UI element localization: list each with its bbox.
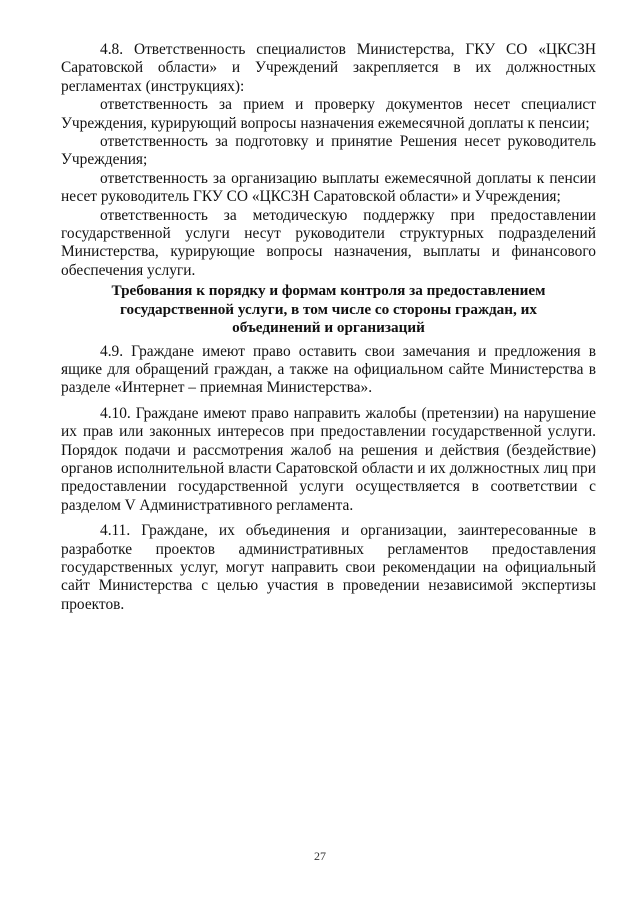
- section-heading: Требования к порядку и формам контроля за предоставлением государственной услуги, в том числе со стороны граждан, их объединений и организаций: [111, 282, 546, 337]
- paragraph-4-8-intro: 4.8. Ответственность специалистов Министерства, ГКУ СО «ЦКСЗН Саратовской области» и Учреждений закрепляется в их должностных регламентах (инструкциях):: [61, 41, 596, 95]
- paragraph-4-10: 4.10. Граждане имеют право направить жалобы (претензии) на нарушение их прав или законных интересов при предоставлении государственной услуги. Порядок подачи и рассмотрения жалоб на решения и действия (бездействие) органов исполнительной власти Саратовской области и их должностных лиц при предоставлении государственной услуги осуществляется в соответствии с разделом V Административного регламента.: [61, 404, 596, 514]
- paragraph-4-8-item: ответственность за подготовку и принятие Решения несет руководитель Учреждения;: [61, 133, 596, 169]
- page-number: 27: [314, 849, 326, 863]
- paragraph-4-8-item: ответственность за прием и проверку документов несет специалист Учреждения, курирующий вопросы назначения ежемесячной доплаты к пенсии;: [61, 96, 596, 132]
- paragraph-4-11: 4.11. Граждане, их объединения и организации, заинтересованные в разработке проектов административных регламентов предоставления государственных услуг, могут направить свои рекомендации на официальный сайт Министерства с целью участия в проведении независимой экспертизы проектов.: [61, 522, 596, 613]
- document-page: [61, 41, 596, 614]
- paragraph-4-9: 4.9. Граждане имеют право оставить свои замечания и предложения в ящике для обращений граждан, а также на официальном сайте Министерства в разделе «Интернет – приемная Министерства».: [61, 342, 596, 397]
- paragraph-4-8-item: ответственность за организацию выплаты ежемесячной доплаты к пенсии несет руководитель ГКУ СО «ЦКСЗН Саратовской области» и Учреждения;: [61, 169, 596, 206]
- paragraph-4-8-item: ответственность за методическую поддержку при предоставлении государственной услуги несут руководители структурных подразделений Министерства, курирующие вопросы назначения, выплаты и финансового обеспечения услуги.: [61, 206, 596, 279]
